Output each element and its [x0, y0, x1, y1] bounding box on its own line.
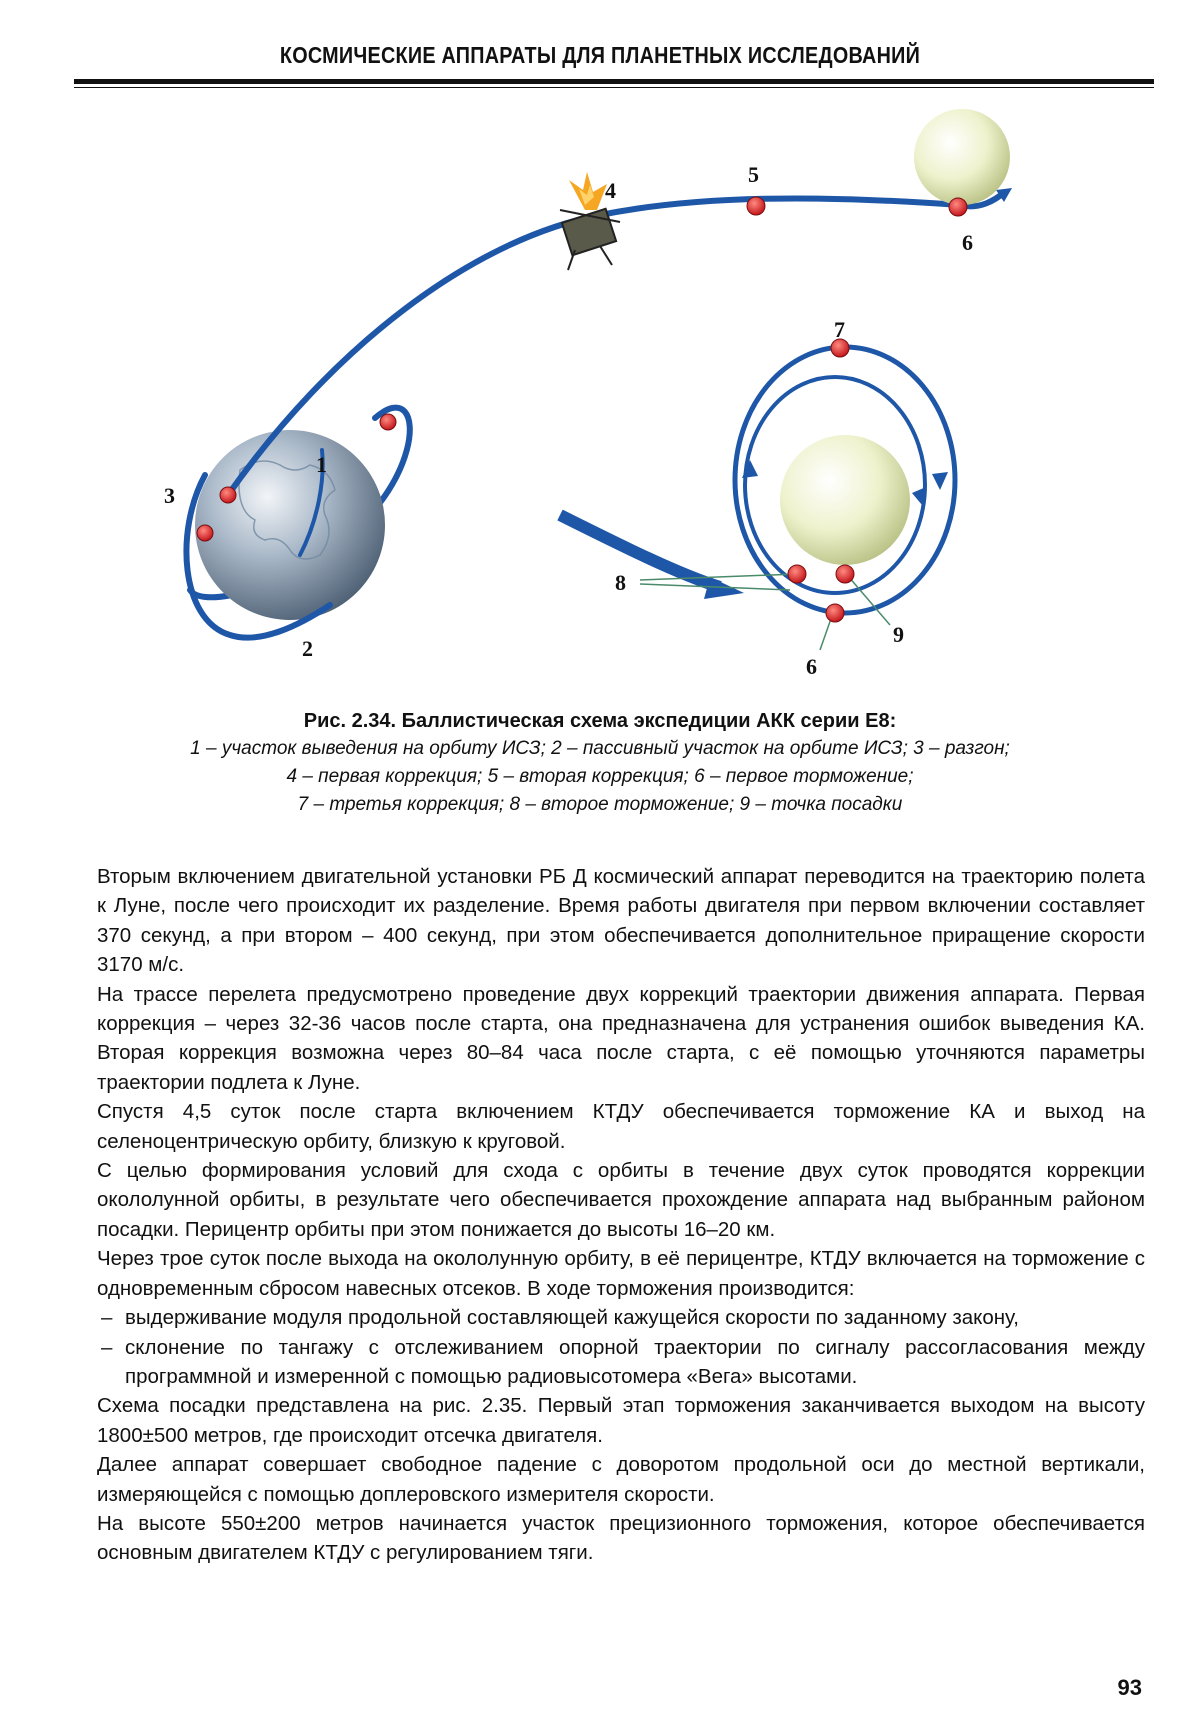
caption-title: Рис. 2.34. Баллистическая схема экспедиции АКК серии Е8:: [303, 710, 897, 732]
lunar-orbit-arrow-right: [932, 472, 948, 490]
marker-8: [788, 565, 806, 583]
paragraph: Схема посадки представлена на рис. 2.35. Первый этап торможения заканчивается выходом на высоту 1800±500 метров, где происходит отсечка двигателя.: [97, 1394, 1145, 1447]
moon-icon-bottom: [780, 435, 910, 565]
list-dash: –: [101, 1335, 113, 1359]
fig-label-5: 5: [748, 162, 759, 187]
fig-label-7: 7: [834, 317, 845, 342]
paragraph: На высоте 550±200 метров начинается участок прецизионного торможения, которое обеспечивается основным двигателем КТДУ с регулированием тяги.: [97, 1511, 1145, 1565]
paragraph: Через трое суток после выхода на окололунную орбиту, в её перицентре, КТДУ включается на торможение с одновременным сбросом навесных отсеков. В ходе торможения производится:: [97, 1247, 1145, 1300]
fig-label-6-bottom: 6: [806, 654, 817, 679]
running-header: КОСМИЧЕСКИЕ АППАРАТЫ ДЛЯ ПЛАНЕТНЫХ ИССЛЕДОВАНИЙ: [279, 42, 921, 68]
list-item-text: выдерживание модуля продольной составляющей кажущейся скорости по заданному закону,: [125, 1306, 1019, 1330]
earth-icon: [195, 430, 385, 620]
header-rule-thin: [74, 87, 1154, 88]
dash-list: [97, 1303, 1145, 1391]
marker-9: [836, 565, 854, 583]
fig-label-9: 9: [893, 622, 904, 647]
list-dash: –: [101, 1306, 113, 1330]
list-item-text: склонение по тангажу с отслеживанием опорной траектории по сигналу рассогласования между программной и измеренной с помощью радиовысотомера «Вега» высотами.: [125, 1335, 1145, 1388]
paragraph: Вторым включением двигательной установки РБ Д космический аппарат переводится на траекторию полета к Луне, после чего происходит их разделение. Время работы двигателя при первом включении составляет 370 секунд, а при втором – 400 секунд, при этом обеспечивается дополнительное приращение скорости 3170 м/с.: [97, 865, 1145, 977]
marker-5: [747, 197, 765, 215]
caption-line-3: 7 – третья коррекция; 8 – второе торможение; 9 – точка посадки: [297, 794, 903, 815]
ballistic-scheme-figure: [0, 100, 1200, 700]
body-text: [97, 862, 1145, 1568]
marker-6-bottom: [826, 604, 844, 622]
fig-label-2: 2: [302, 636, 313, 661]
caption-line-2: 4 – первая коррекция; 5 – вторая коррекция; 6 – первое торможение;: [286, 766, 914, 787]
marker-6-top: [949, 198, 967, 216]
paragraph: Далее аппарат совершает свободное падение с доворотом продольной оси до местной вертикали, измеряющейся с помощью доплеровского измерителя скорости.: [97, 1453, 1145, 1506]
marker-orbit-left: [197, 525, 213, 541]
fig-label-4: 4: [605, 178, 616, 203]
paragraph: С целью формирования условий для схода с орбиты в течение двух суток проводятся коррекции окололунной орбиты, в результате чего обеспечивается прохождение аппарата над выбранным районом посадки. Перицентр орбиты при этом понижается до высоты 16–20 км.: [97, 1159, 1145, 1241]
moon-icon-top: [914, 109, 1010, 205]
header-rule-thick: [74, 79, 1154, 84]
paragraph: На трассе перелета предусмотрено проведение двух коррекций траектории движения аппарата. Первая коррекция – через 32-36 часов после старта, она предназначена для устранения ошибок выведения КА. Вторая коррекция возможна через 80–84 часа после старта, с её помощью уточняются параметры траектории подлета к Луне.: [97, 982, 1145, 1094]
page-number: 93: [1117, 1675, 1142, 1700]
paragraph: Спустя 4,5 суток после старта включением КТДУ обеспечивается торможение КА и выход на селеноцентрическую орбиту, близкую к круговой.: [97, 1100, 1145, 1153]
list-item: [97, 1303, 1145, 1332]
fig-label-3: 3: [164, 483, 175, 508]
marker-3: [220, 487, 236, 503]
fig-label-8: 8: [615, 570, 626, 595]
marker-orbit-top: [380, 414, 396, 430]
figure-caption: [60, 707, 1140, 819]
fig-label-1: 1: [316, 452, 327, 477]
caption-line-1: 1 – участок выведения на орбиту ИСЗ; 2 – пассивный участок на орбите ИСЗ; 3 – разгон;: [190, 738, 1010, 759]
fig-label-6-top: 6: [962, 230, 973, 255]
list-item: [97, 1333, 1145, 1392]
approach-arrow: [560, 515, 720, 587]
